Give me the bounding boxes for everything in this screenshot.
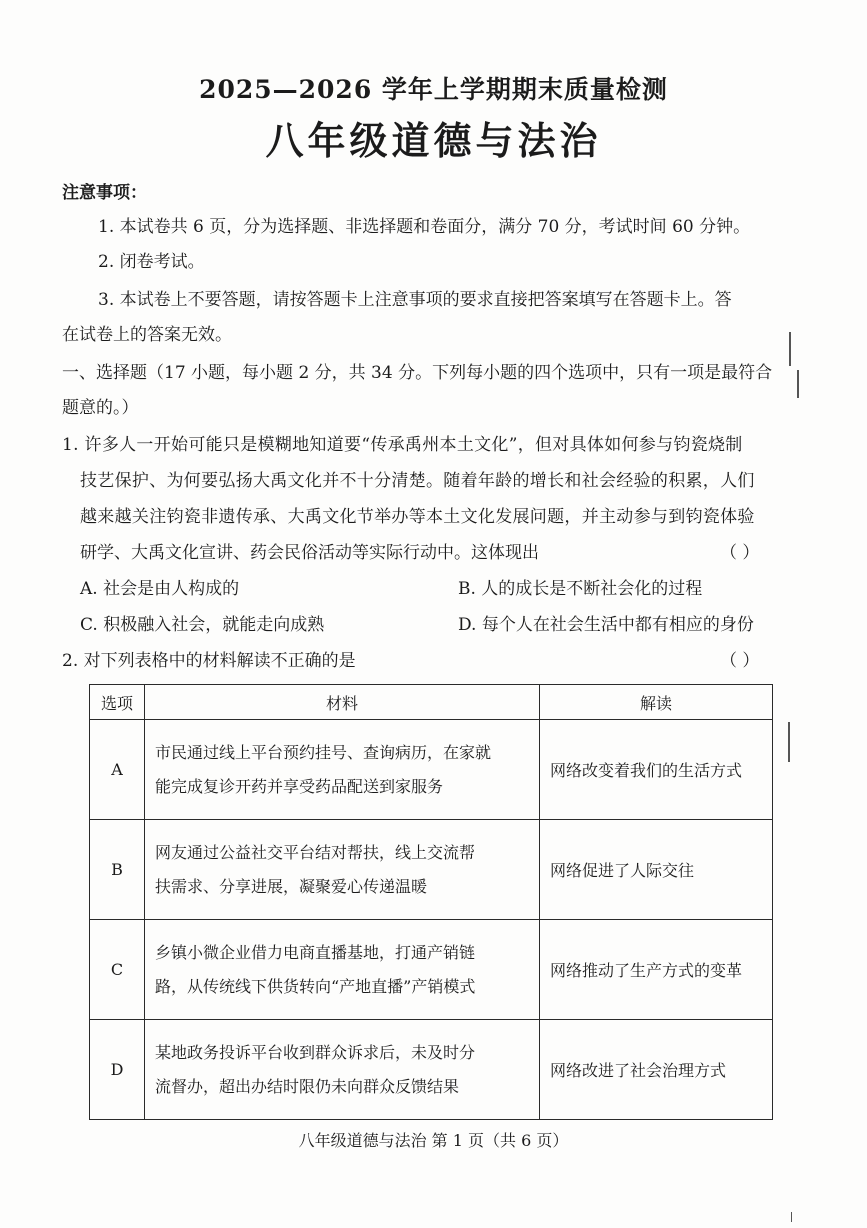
table-header-interpretation: 解读 bbox=[540, 685, 773, 720]
table-cell-interpretation: 网络改变着我们的生活方式 bbox=[540, 720, 773, 820]
question-1-stem-line2: 技艺保护、为何要弘扬大禹文化并不十分清楚。随着年龄的增长和社会经验的积累，人们 bbox=[80, 471, 755, 491]
table-header-row bbox=[90, 685, 773, 720]
table-row bbox=[90, 920, 773, 1020]
material-line: 某地政务投诉平台收到群众诉求后，未及时分 bbox=[155, 1042, 476, 1062]
page-footer: 八年级道德与法治 第 1 页（共 6 页） bbox=[298, 1131, 569, 1150]
table-row bbox=[90, 820, 773, 920]
table-cell-interpretation: 网络改进了社会治理方式 bbox=[540, 1020, 773, 1120]
table-header-option: 选项 bbox=[90, 685, 145, 720]
scan-margin-mark bbox=[797, 370, 799, 398]
table-cell-option: C bbox=[90, 920, 145, 1020]
section-heading-cont: 题意的。） bbox=[62, 398, 139, 418]
scan-margin-mark bbox=[788, 722, 790, 762]
material-line: 网友通过公益社交平台结对帮扶，线上交流帮 bbox=[155, 842, 476, 862]
table-cell-material bbox=[145, 820, 540, 920]
notice-item-3-cont: 在试卷上的答案无效。 bbox=[62, 325, 232, 345]
material-line: 市民通过线上平台预约挂号、查询病历，在家就 bbox=[155, 742, 492, 762]
table-cell-material bbox=[145, 920, 540, 1020]
question-1-option-c: C. 积极融入社会，就能走向成熟 bbox=[80, 615, 325, 635]
section-heading: 一、选择题（17 小题，每小题 2 分，共 34 分。下列每小题的四个选项中，只有一项是最符合 bbox=[62, 363, 773, 383]
question-1-answer-blank: （ ） bbox=[720, 543, 760, 563]
question-1-option-a: A. 社会是由人构成的 bbox=[80, 579, 240, 599]
question-1-stem-line4: 研学、大禹文化宣讲、药会民俗活动等实际行动中。这体现出 bbox=[80, 543, 539, 563]
question-1-option-d: D. 每个人在社会生活中都有相应的身份 bbox=[458, 615, 754, 635]
material-line: 扶需求、分享进展，凝聚爱心传递温暖 bbox=[155, 876, 428, 896]
table-row bbox=[90, 720, 773, 820]
scan-margin-mark bbox=[789, 332, 791, 366]
question-2-answer-blank: （ ） bbox=[720, 651, 760, 671]
table-header-material: 材料 bbox=[145, 685, 540, 720]
material-table bbox=[89, 684, 773, 1120]
question-1-stem: 1. 许多人一开始可能只是模糊地知道要“传承禹州本土文化”，但对具体如何参与钧瓷烧制 bbox=[62, 435, 743, 455]
material-line: 乡镇小微企业借力电商直播基地，打通产销链 bbox=[155, 942, 476, 962]
scan-margin-mark bbox=[791, 1212, 792, 1222]
table-cell-option: D bbox=[90, 1020, 145, 1120]
table-cell-material bbox=[145, 1020, 540, 1120]
material-line: 能完成复诊开药并享受药品配送到家服务 bbox=[155, 776, 444, 796]
material-line: 路，从传统线下供货转向“产地直播”产销模式 bbox=[155, 976, 476, 996]
notice-item-1: 1. 本试卷共 6 页，分为选择题、非选择题和卷面分，满分 70 分，考试时间 60 分钟。 bbox=[98, 217, 751, 237]
question-1-stem-line3: 越来越关注钧瓷非遗传承、大禹文化节举办等本土文化发展问题，并主动参与到钧瓷体验 bbox=[80, 507, 755, 527]
question-1-option-b: B. 人的成长是不断社会化的过程 bbox=[458, 579, 703, 599]
table-cell-material bbox=[145, 720, 540, 820]
table-cell-interpretation: 网络推动了生产方式的变革 bbox=[540, 920, 773, 1020]
exam-title-year: 2025—2026 学年上学期期末质量检测 bbox=[199, 75, 668, 104]
table-cell-option: A bbox=[90, 720, 145, 820]
table-cell-option: B bbox=[90, 820, 145, 920]
exam-title-subject: 八年级道德与法治 bbox=[265, 118, 602, 163]
question-2-stem: 2. 对下列表格中的材料解读不正确的是 bbox=[62, 651, 356, 671]
notice-item-3: 3. 本试卷上不要答题，请按答题卡上注意事项的要求直接把答案填写在答题卡上。答 bbox=[98, 290, 732, 310]
notice-heading: 注意事项： bbox=[62, 183, 147, 203]
notice-item-2: 2. 闭卷考试。 bbox=[98, 252, 205, 272]
table-cell-interpretation: 网络促进了人际交往 bbox=[540, 820, 773, 920]
material-line: 流督办，超出办结时限仍未向群众反馈结果 bbox=[155, 1076, 460, 1096]
table-row bbox=[90, 1020, 773, 1120]
